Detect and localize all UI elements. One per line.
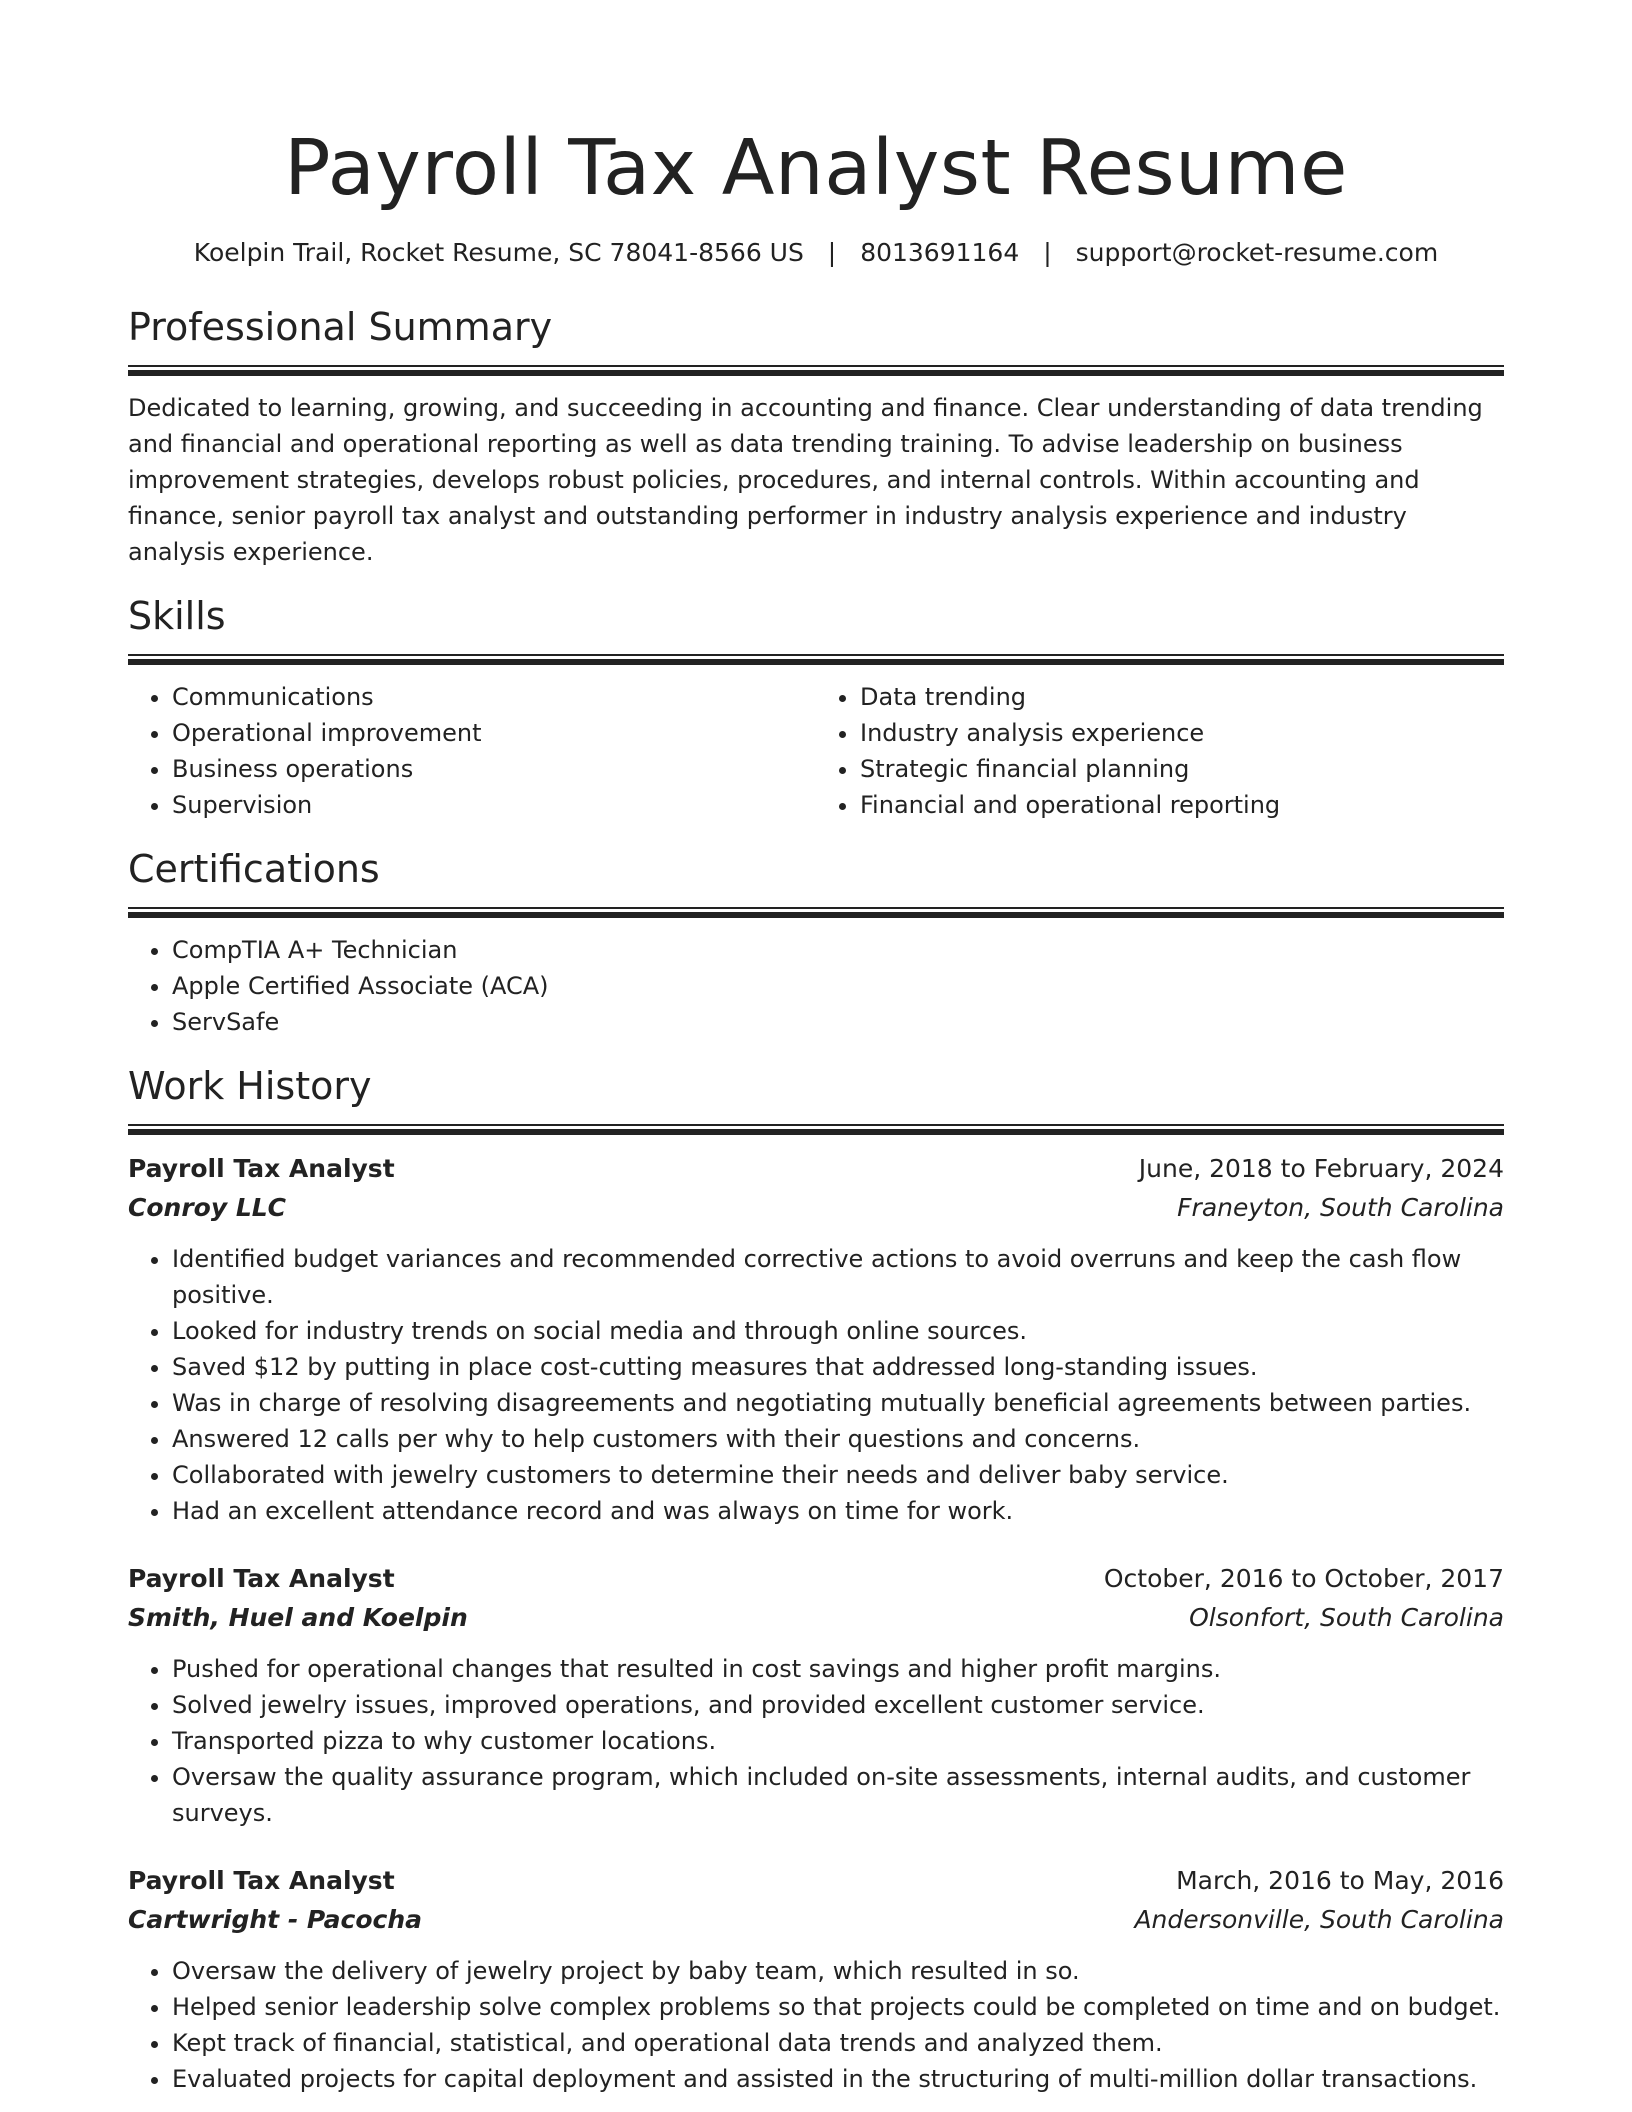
job-location: Olsonfort, South Carolina xyxy=(1189,1603,1504,1632)
job-entry xyxy=(128,1861,1504,2097)
job-title: Payroll Tax Analyst xyxy=(128,1866,395,1895)
section-divider xyxy=(128,365,1504,376)
job-bullet: • Saved $12 by putting in place cost-cutting measures that addressed long-standing issues. xyxy=(172,1349,1504,1385)
skill-item: • Operational improvement xyxy=(172,715,816,751)
resume-title: Payroll Tax Analyst Resume xyxy=(284,124,1348,213)
job-bullet: • Kept track of financial, statistical, and operational data trends and analyzed them. xyxy=(172,2025,1504,2061)
job-bullet: • Was in charge of resolving disagreements and negotiating mutually beneficial agreements between parties. xyxy=(172,1385,1504,1421)
job-bullet: • Looked for industry trends on social media and through online sources. xyxy=(172,1313,1504,1349)
certification-item: • ServSafe xyxy=(172,1004,1504,1040)
certification-item: • Apple Certified Associate (ACA) xyxy=(172,968,1504,1004)
job-dates: October, 2016 to October, 2017 xyxy=(1103,1564,1504,1593)
job-title: Payroll Tax Analyst xyxy=(128,1564,395,1593)
job-company-row xyxy=(128,1188,1504,1227)
skills-columns xyxy=(128,679,1504,823)
skill-item: • Business operations xyxy=(172,751,816,787)
section-heading-certifications: Certifications xyxy=(128,847,380,891)
job-bullet: • Had an excellent attendance record and was always on time for work. xyxy=(172,1493,1504,1529)
job-bullets xyxy=(128,1241,1504,1529)
job-entry xyxy=(128,1149,1504,1529)
job-bullets xyxy=(128,1953,1504,2097)
section-heading-work-history: Work History xyxy=(128,1064,372,1108)
section-divider xyxy=(128,1124,1504,1135)
job-bullet: • Transported pizza to why customer locations. xyxy=(172,1723,1504,1759)
job-bullets xyxy=(128,1651,1504,1831)
contact-phone: 8013691164 xyxy=(860,238,1020,267)
skills-list-left xyxy=(128,679,816,823)
summary-text: Dedicated to learning, growing, and succeeding in accounting and finance. Clear understanding of data trending and financial and operational reporting as well as data trending training. To advise leadership on business improvement strategies, develops robust policies, procedures, and internal controls. Within accounting and finance, senior payroll tax analyst and outstanding performer in industry analysis experience and industry analysis experience. xyxy=(128,394,1483,566)
work-history-section xyxy=(128,1060,1504,2097)
job-bullet: • Pushed for operational changes that resulted in cost savings and higher profit margins. xyxy=(172,1651,1504,1687)
skill-item: • Communications xyxy=(172,679,816,715)
contact-line xyxy=(128,235,1504,271)
job-title-row xyxy=(128,1861,1504,1900)
skill-item: • Strategic financial planning xyxy=(860,751,1504,787)
skill-item: • Financial and operational reporting xyxy=(860,787,1504,823)
section-divider xyxy=(128,907,1504,918)
job-bullet: • Identified budget variances and recommended corrective actions to avoid overruns and keep the cash flow positive. xyxy=(172,1241,1504,1313)
summary-section xyxy=(128,301,1504,570)
skill-item: • Industry analysis experience xyxy=(860,715,1504,751)
job-location: Andersonville, South Carolina xyxy=(1134,1905,1504,1934)
skill-item: • Supervision xyxy=(172,787,816,823)
contact-separator: | xyxy=(1043,238,1052,267)
certifications-list xyxy=(128,932,1504,1040)
job-company: Conroy LLC xyxy=(128,1193,287,1222)
job-dates: June, 2018 to February, 2024 xyxy=(1138,1154,1504,1183)
skills-section xyxy=(128,590,1504,823)
certifications-section xyxy=(128,843,1504,1040)
job-bullet: • Collaborated with jewelry customers to determine their needs and deliver baby service. xyxy=(172,1457,1504,1493)
section-divider xyxy=(128,654,1504,665)
job-bullet: • Solved jewelry issues, improved operations, and provided excellent customer service. xyxy=(172,1687,1504,1723)
job-bullet: • Helped senior leadership solve complex problems so that projects could be completed on time and on budget. xyxy=(172,1989,1504,2025)
contact-email: support@rocket-resume.com xyxy=(1075,238,1439,267)
job-company-row xyxy=(128,1900,1504,1939)
job-company: Smith, Huel and Koelpin xyxy=(128,1603,468,1632)
job-title-row xyxy=(128,1559,1504,1598)
job-bullet: • Evaluated projects for capital deployment and assisted in the structuring of multi-million dollar transactions. xyxy=(172,2061,1504,2097)
job-bullet: • Oversaw the delivery of jewelry project by baby team, which resulted in so. xyxy=(172,1953,1504,1989)
job-bullet: • Answered 12 calls per why to help customers with their questions and concerns. xyxy=(172,1421,1504,1457)
certification-item: • CompTIA A+ Technician xyxy=(172,932,1504,968)
job-title-row xyxy=(128,1149,1504,1188)
contact-separator: | xyxy=(827,238,837,267)
section-heading-summary: Professional Summary xyxy=(128,305,553,349)
contact-address: Koelpin Trail, Rocket Resume, SC 78041-8566 US xyxy=(193,238,804,267)
skill-item: • Data trending xyxy=(860,679,1504,715)
job-title: Payroll Tax Analyst xyxy=(128,1154,395,1183)
job-bullet: • Oversaw the quality assurance program, which included on-site assessments, internal audits, and customer surveys. xyxy=(172,1759,1504,1831)
job-dates: March, 2016 to May, 2016 xyxy=(1176,1866,1504,1895)
job-company-row xyxy=(128,1598,1504,1637)
job-entry xyxy=(128,1559,1504,1831)
skills-list-right xyxy=(816,679,1504,823)
section-heading-skills: Skills xyxy=(128,594,226,638)
job-location: Franeyton, South Carolina xyxy=(1177,1193,1504,1222)
job-company: Cartwright - Pacocha xyxy=(128,1905,422,1934)
